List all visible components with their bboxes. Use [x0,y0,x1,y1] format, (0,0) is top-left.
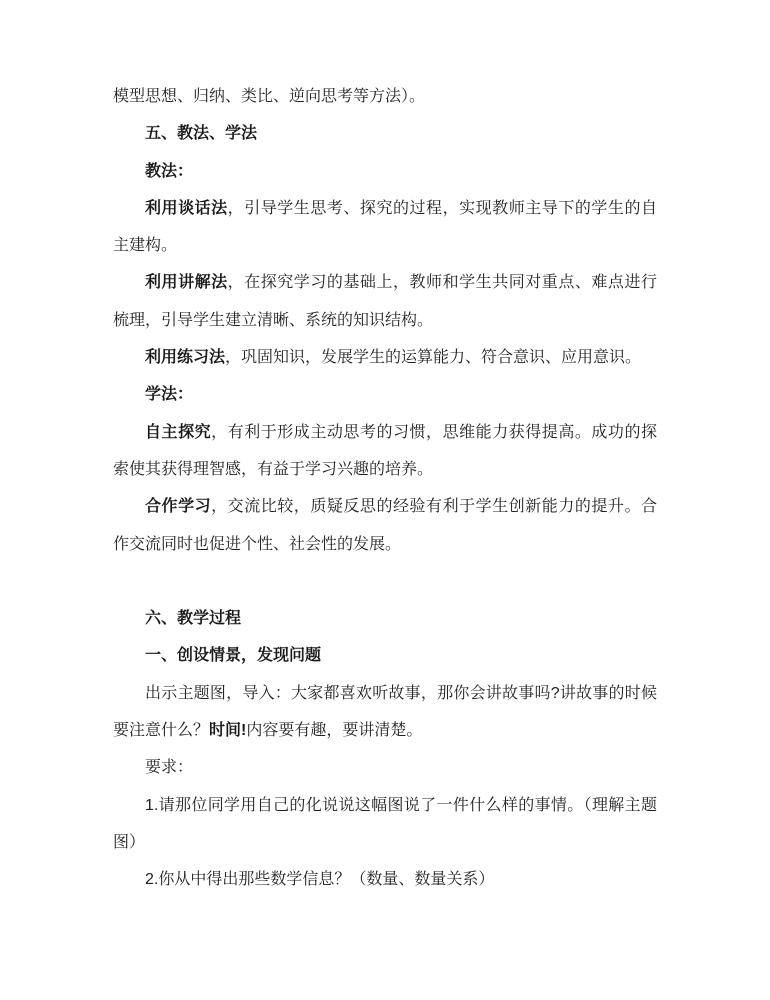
bold-text-run: 五、教法、学法 [145,125,258,143]
bold-text-run: 学法： [145,386,194,404]
bold-text-run: 利用讲解法 [145,274,228,292]
text-run: ，有利于形成主动思考的习惯，思维能力获得提高。成功的探索使其获得理智感，有益于学习兴趣的培养。 [113,423,657,478]
text-run: 内容要有趣，要讲清楚。 [246,722,423,740]
text-run: ，在探究学习的基础上，教师和学生共同对重点、难点进行梳理，引导学生建立清晰、系统的知识结构。 [113,274,657,329]
text-run: 要求： [145,759,194,777]
heading-section-5 [113,115,657,152]
bold-text-run: 时间! [209,722,247,740]
paragraph-question-2 [113,861,657,898]
paragraph-zizhu-tanjiu [113,414,657,489]
bold-text-run: 利用练习法 [145,349,226,367]
bold-text-run: 自主探究 [145,423,212,441]
paragraph-question-1 [113,787,657,862]
bold-text-run: 一、创设情景，发现问题 [145,647,322,665]
text-run: 出示主题图，导入：大家都喜欢听故事，那你会讲故事吗?讲故事的时候要注意什么？ [113,684,657,740]
paragraph-lianxi-method [113,339,657,376]
heading-section-6 [113,600,657,637]
paragraph-daoru [113,675,657,750]
bold-text-run: 合作学习 [145,498,212,516]
text-run: ，引导学生思考、探究的过程，实现教师主导下的学生的自主建构。 [113,199,657,255]
text-run: 1.请那位同学用自己的化说说这幅图说了一件什么样的事情。（理解主题图） [113,796,657,851]
heading-step-1 [113,637,657,674]
text-run: ，交流比较，质疑反思的经验有利于学生创新能力的提升。合作交流同时也促进个性、社会性的发展。 [113,498,657,553]
text-run: ，巩固知识，发展学生的运算能力、符合意识、应用意识。 [225,349,642,367]
heading-jiaofa [113,153,657,190]
bold-text-run: 六、教学过程 [145,610,242,628]
paragraph-jiangjie-method [113,264,657,339]
document-body [113,78,657,899]
paragraph-continuation [113,78,657,115]
paragraph-tanhua-method [113,190,657,265]
paragraph-yaoqiu [113,749,657,786]
text-run: 模型思想、归纳、类比、逆向思考等方法）。 [113,88,426,105]
text-run: 2.你从中得出那些数学信息？（数量、数量关系） [145,871,495,889]
heading-xuefa [113,376,657,413]
bold-text-run: 利用谈话法 [145,199,228,217]
bold-text-run: 教法： [145,162,194,180]
paragraph-hezuo-xuexi [113,488,657,563]
